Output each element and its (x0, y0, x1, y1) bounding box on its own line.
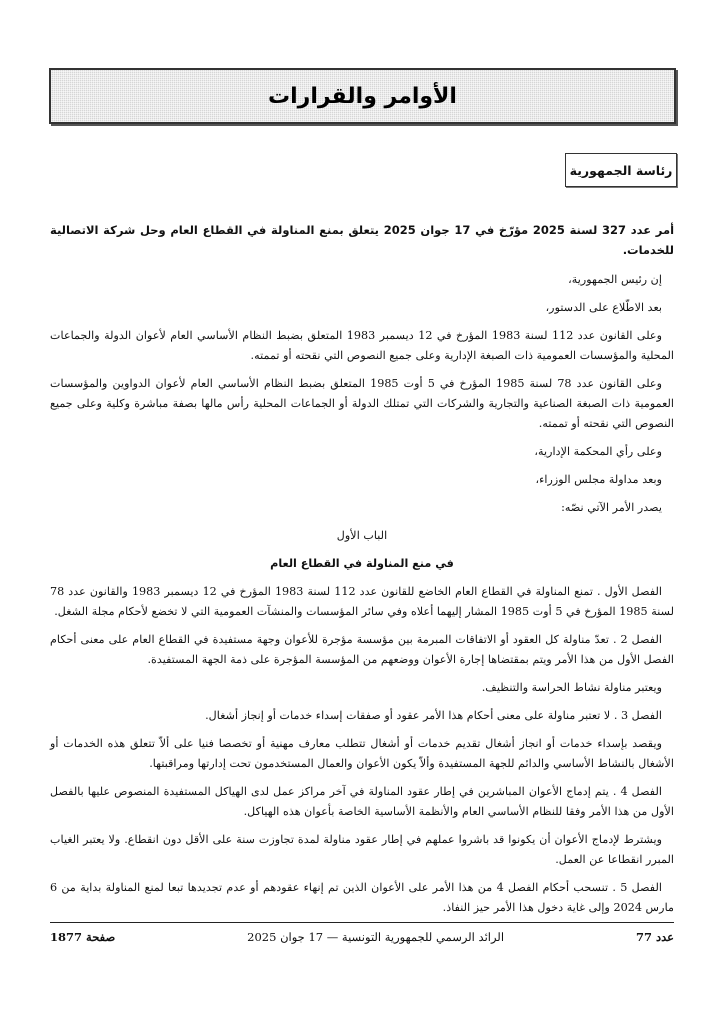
section-label: رئاسة الجمهورية (569, 162, 673, 178)
journal-title: الرائد الرسمي للجمهورية التونسية — 17 جوان 2025 (247, 930, 505, 944)
issue-number: عدد 77 (635, 930, 674, 944)
preamble-line: بعد الاطّلاع على الدستور، (545, 301, 662, 314)
chapter-title: في منع المناولة في القطاع العام (270, 557, 454, 570)
preamble-line: وعلى القانون عدد 112 لسنة 1983 المؤرخ في 12 ديسمبر 1983 المتعلق بضبط النظام الأساسي العام لأعوان الدولة والجماعات المحلية والمؤسسات العمومية ذات الصبغة الإدارية وعلى جميع النصوص التي نقحته أو تممته. (50, 329, 674, 362)
article-paragraph: ويقصد بإسداء خدمات أو انجاز أشغال تقديم خدمات أو أشغال تتطلب معارف مهنية أو تخصصا فنيا على ألاّ تتعلق هذه الخدمات أو الأشغال بالنشاط الأساسي والدائم للجهة المستفيدة وألاّ يكون الأعوان والعمال المستخدمون تحت إدارتها ومراقبتها. (50, 737, 674, 770)
preamble-line: إن رئيس الجمهورية، (568, 273, 662, 286)
chapter-number: الباب الأول (336, 529, 388, 542)
preamble-line: وعلى رأي المحكمة الإدارية، (534, 445, 662, 458)
section-label-box (565, 153, 677, 187)
article-paragraph: الفصل 4 . يتم إدماج الأعوان المباشرين في إطار عقود المناولة في آخر مراكز عمل لدى الهياكل المستفيدة المنصوص عليها بالفصل الأول من هذا الأمر وفقا للنظام الأساسي العام والأنظمة الأساسية الخاصة بأعوان هذه الهياكل. (50, 785, 674, 818)
section-banner (49, 68, 676, 124)
article-paragraph: الفصل 5 . تنسحب أحكام الفصل 4 من هذا الأمر على الأعوان الذين تم إنهاء عقودهم أو عدم تجديدها تبعا لمنع المناولة بداية من 6 مارس 2024 وإلى غاية دخول هذا الأمر حيز النفاذ. (50, 881, 674, 914)
page-footer (50, 930, 674, 944)
preamble-line: وبعد مداولة مجلس الوزراء، (535, 473, 662, 486)
decree-body (50, 220, 674, 926)
preamble-line: وعلى القانون عدد 78 لسنة 1985 المؤرخ في 5 أوت 1985 المتعلق بضبط النظام الأساسي العام لأعوان الدواوين والمؤسسات العمومية ذات الصبغة الصناعية والتجارية والشركات التي تمتلك الدولة أو الجماعات المحلية رأس مالها بصفة مباشرة وكلية وعلى جميع النصوص التي نقحته أو تممته. (50, 377, 674, 430)
article-paragraph: الفصل 2 . تعدّ مناولة كل العقود أو الاتفاقات المبرمة بين مؤسسة مؤجرة للأعوان وجهة مستفيدة في القطاع العام على معنى أحكام الفصل الأول من هذا الأمر ويتم بمقتضاها إجارة الأعوان ووضعهم من المؤسسة المؤجرة على ذمة الجهة المستفيدة. (50, 633, 674, 666)
footer-divider (50, 922, 674, 923)
preamble-line: يصدر الأمر الآتي نصّه: (561, 501, 662, 514)
article-paragraph: ويعتبر مناولة نشاط الحراسة والتنظيف. (481, 681, 662, 694)
article-paragraph: ويشترط لإدماج الأعوان أن يكونوا قد باشروا عملهم في إطار عقود مناولة لمدة تجاوزت سنة على الأقل دون انقطاع. ولا يعتبر الغياب المبرر انقطاعا عن العمل. (50, 833, 674, 866)
decree-title: أمر عدد 327 لسنة 2025 مؤرّخ في 17 جوان 2025 يتعلق بمنع المناولة في القطاع العام وحل شركة الاتصالية للخدمات. (50, 223, 675, 257)
article-paragraph: الفصل الأول . تمنع المناولة في القطاع العام الخاضع للقانون عدد 112 لسنة 1983 المؤرخ في 12 ديسمبر 1983 والقانون عدد 78 لسنة 1985 المؤرخ في 5 أوت 1985 المشار إليهما أعلاه وفي سائر المؤسسات والمنشآت العمومية التي لا تخضع لأحكام مجلة الشغل. (50, 585, 674, 618)
banner-title: الأوامر والقرارات (268, 83, 457, 109)
article-paragraph: الفصل 3 . لا تعتبر مناولة على معنى أحكام هذا الأمر عقود أو صفقات إسداء خدمات أو إنجاز أشغال. (205, 709, 662, 722)
page-number: صفحة 1877 (50, 930, 116, 944)
